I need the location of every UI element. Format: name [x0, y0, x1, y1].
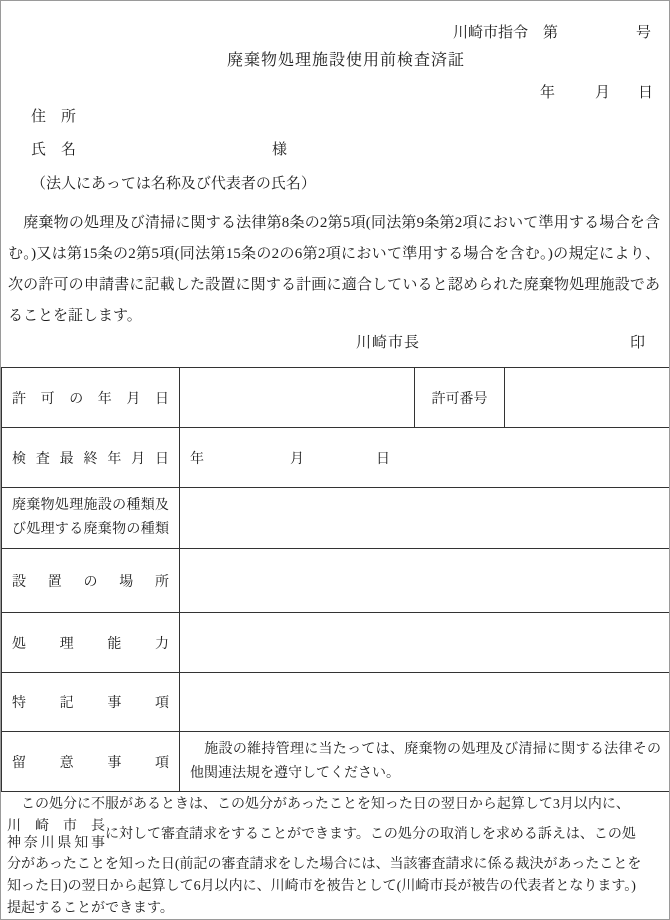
- issuer-line: [1, 331, 669, 355]
- directive-number-line: [453, 21, 651, 42]
- appeal-line-5: 提起することができます。: [7, 901, 174, 916]
- location-value-cell: [180, 549, 670, 613]
- facility-type-label: 廃棄物処理施設の種類及び処理する廃棄物の種類: [2, 488, 180, 549]
- permit-number-label: 許可番号: [415, 368, 505, 428]
- authority-mayor: 川崎市長: [7, 819, 105, 834]
- address-label: 住 所: [31, 109, 77, 125]
- inspection-year-label: 年: [190, 451, 204, 467]
- table-row-facility-type: [2, 488, 670, 549]
- directive-prefix: 川崎市指令 第: [452, 25, 558, 41]
- certificate-table: [1, 367, 670, 792]
- special-notes-value-cell: [180, 673, 670, 732]
- table-row-capacity: [2, 613, 670, 673]
- issue-year-label: 年: [539, 85, 555, 101]
- issue-date-line: [540, 81, 653, 102]
- special-notes-label: 特記事項: [2, 673, 180, 732]
- name-line: [31, 138, 316, 159]
- facility-type-value-cell: [180, 488, 670, 549]
- remarks-value-cell: 施設の維持管理に当たっては、廃棄物の処理及び清掃に関する法律その他関連法規を遵守してください。: [180, 732, 670, 792]
- recipient-block: [31, 105, 316, 193]
- seal-mark: 印: [629, 335, 645, 351]
- authority-governor: 神奈川県知事: [7, 836, 105, 851]
- inspection-month-label: 月: [290, 451, 304, 467]
- final-inspection-value-cell: [180, 428, 670, 488]
- location-label: 設置の場所: [2, 549, 180, 613]
- permit-number-value-cell: [505, 368, 670, 428]
- appeal-line-3: 分があったことを知った日(前記の審査請求をした場合には、当該審査請求に係る裁決があったことを: [7, 857, 642, 872]
- permit-date-label: 許可の年月日: [2, 368, 180, 428]
- capacity-label: 処理能力: [2, 613, 180, 673]
- appeal-authority-row: [7, 816, 667, 854]
- permit-date-value-cell: [180, 368, 415, 428]
- directive-suffix: 号: [635, 25, 651, 41]
- authority-stack: [7, 818, 105, 852]
- table-row-remarks: [2, 732, 670, 792]
- certification-paragraph: 廃棄物の処理及び清掃に関する法律第8条の2第5項(同法第9条第2項において準用する場合を含む。)又は第15条の2第5項(同法第15条の2の6第2項において準用する場合を含む。)の規定により、次の許可の申請書に記載した設置に関する計画に適合していると認められた廃棄物処理施設であることを証します。: [8, 215, 660, 324]
- issue-day-label: 日: [637, 85, 653, 101]
- page-title: 廃棄物処理施設使用前検査済証: [226, 52, 465, 69]
- remarks-label: 留意事項: [2, 732, 180, 792]
- issuer-name: 川崎市長: [356, 335, 421, 351]
- inspection-day-label: 日: [376, 451, 390, 467]
- appeal-line-4: 知った日)の翌日から起算して6月以内に、川崎市を被告として(川崎市長が被告の代表者となります。): [7, 879, 636, 894]
- appeal-notice: [7, 794, 667, 920]
- table-row-permit-date: [2, 368, 670, 428]
- capacity-value-cell: [180, 613, 670, 673]
- appeal-line-2: に対して審査請求をすることができます。この処分の取消しを求める訴えは、この処: [105, 827, 636, 842]
- issue-month-label: 月: [594, 85, 610, 101]
- table-row-location: [2, 549, 670, 613]
- table-row-special-notes: [2, 673, 670, 732]
- table-row-final-inspection: [2, 428, 670, 488]
- honorific-label: 様: [272, 142, 288, 158]
- corporate-note: （法人にあっては名称及び代表者の氏名）: [31, 176, 316, 192]
- appeal-line-1: この処分に不服があるときは、この処分があったことを知った日の翌日から起算して3月以内に、: [7, 797, 630, 812]
- name-label: 氏 名: [31, 142, 77, 158]
- final-inspection-label: 検査最終年月日: [2, 428, 180, 488]
